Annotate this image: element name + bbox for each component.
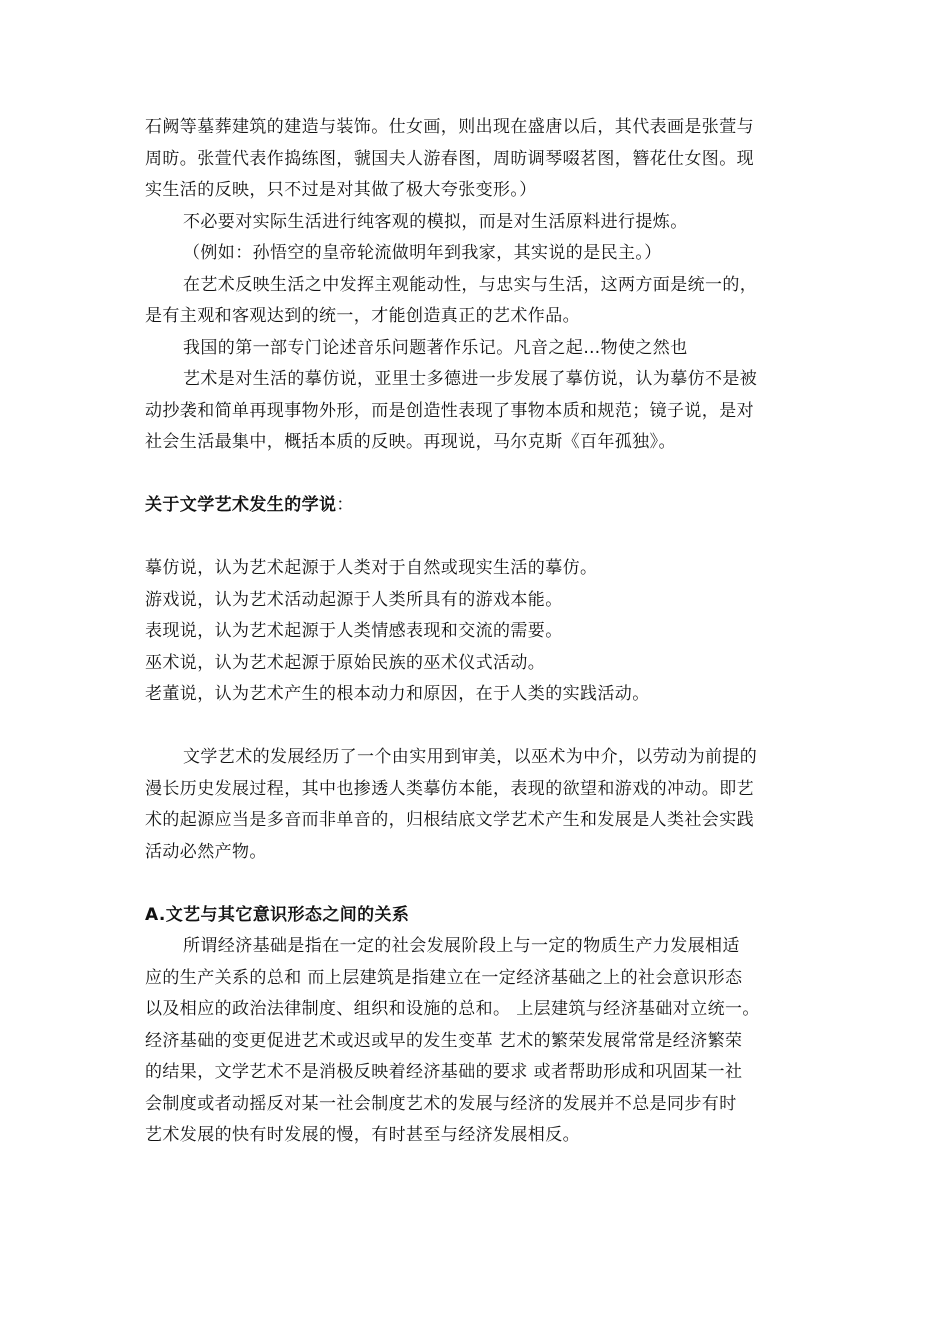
text-line: 艺术发展的快有时发展的慢，有时甚至与经济发展相反。 [145, 1125, 580, 1145]
text-line: 的结果，文学艺术不是消极反映着经济基础的要求 或者帮助形成和巩固某一社 [145, 1062, 743, 1082]
text-line: 会制度或者动摇反对某一社会制度艺术的发展与经济的发展并不总是同步有时 [145, 1093, 737, 1114]
text-line: 周昉。张萱代表作捣练图，虢国夫人游春图，周昉调琴啜茗图，簪花仕女图。现 [145, 148, 754, 169]
section-heading-ideology: A.文艺与其它意识形态之间的关系 [145, 904, 410, 925]
section-colon: ： [336, 495, 354, 515]
paragraph-art-development [145, 742, 820, 868]
spacer [145, 711, 820, 743]
text-line: 活动必然产物。 [145, 841, 267, 862]
text-line: 社会生活最集中，概括本质的反映。再现说，马尔克斯《百年孤独》。 [145, 432, 676, 452]
paragraph-economic-base [145, 931, 820, 1152]
text-line: 艺术是对生活的摹仿说，亚里士多德进一步发展了摹仿说，认为摹仿不是被 [183, 369, 758, 389]
text-line: 以及相应的政治法律制度、组织和设施的总和。 上层建筑与经济基础对立统一。 [145, 999, 760, 1019]
section-title: 关于文学艺术发生的学说 [145, 495, 337, 515]
document-page [145, 112, 820, 1152]
spacer [145, 868, 820, 900]
paragraph-refinement: 不必要对实际生活进行纯客观的模拟，而是对生活原料进行提炼。 [183, 211, 688, 232]
text-line: 经济基础的变更促进艺术或迟或早的发生变革 艺术的繁荣发展常常是经济繁荣 [145, 1030, 743, 1051]
paragraph-painting-history [145, 112, 820, 207]
text-line: 术的起源应当是多音而非单音的，归根结底文学艺术产生和发展是人类社会实践 [145, 810, 754, 830]
section-heading-origin-theories [145, 490, 820, 522]
text-line: 应的生产关系的总和 而上层建筑是指建立在一定经济基础之上的社会意识形态 [145, 967, 743, 988]
list-item: 巫术说，认为艺术起源于原始民族的巫术仪式活动。 [145, 652, 546, 673]
text-line: 在艺术反映生活之中发挥主观能动性，与忠实与生活，这两方面是统一的， [183, 274, 758, 295]
text-line: 漫长历史发展过程，其中也掺透人类摹仿本能，表现的欲望和游戏的冲动。即艺 [145, 778, 754, 799]
spacer [145, 459, 820, 491]
spacer [145, 522, 820, 554]
text-line: 所谓经济基础是指在一定的社会发展阶段上与一定的物质生产力发展相适 [183, 936, 740, 956]
list-item: 老董说，认为艺术产生的根本动力和原因，在于人类的实践活动。 [145, 684, 650, 704]
paragraph-yueji: 我国的第一部专门论述音乐问题著作乐记。凡音之起…物使之然也 [183, 337, 688, 358]
text-line: 文学艺术的发展经历了一个由实用到审美，以巫术为中介，以劳动为前提的 [183, 747, 758, 767]
text-line: 石阙等墓葬建筑的建造与装饰。仕女画，则出现在盛唐以后，其代表画是张萱与 [145, 117, 754, 137]
text-line: 实生活的反映，只不过是对其做了极大夸张变形。） [145, 180, 537, 200]
paragraph-example: （例如：孙悟空的皇帝轮流做明年到我家，其实说的是民主。） [183, 243, 662, 263]
list-item: 游戏说，认为艺术活动起源于人类所具有的游戏本能。 [145, 589, 563, 610]
list-item: 摹仿说，认为艺术起源于人类对于自然或现实生活的摹仿。 [145, 558, 598, 578]
text-line: 是有主观和客观达到的统一，才能创造真正的艺术作品。 [145, 306, 580, 326]
paragraph-subjective-initiative [145, 270, 820, 333]
paragraph-imitation-theory [145, 364, 820, 459]
text-line: 动抄袭和简单再现事物外形，而是创造性表现了事物本质和规范；镜子说，是对 [145, 400, 754, 421]
list-item: 表现说，认为艺术起源于人类情感表现和交流的需要。 [145, 621, 563, 641]
theory-list [145, 553, 820, 711]
